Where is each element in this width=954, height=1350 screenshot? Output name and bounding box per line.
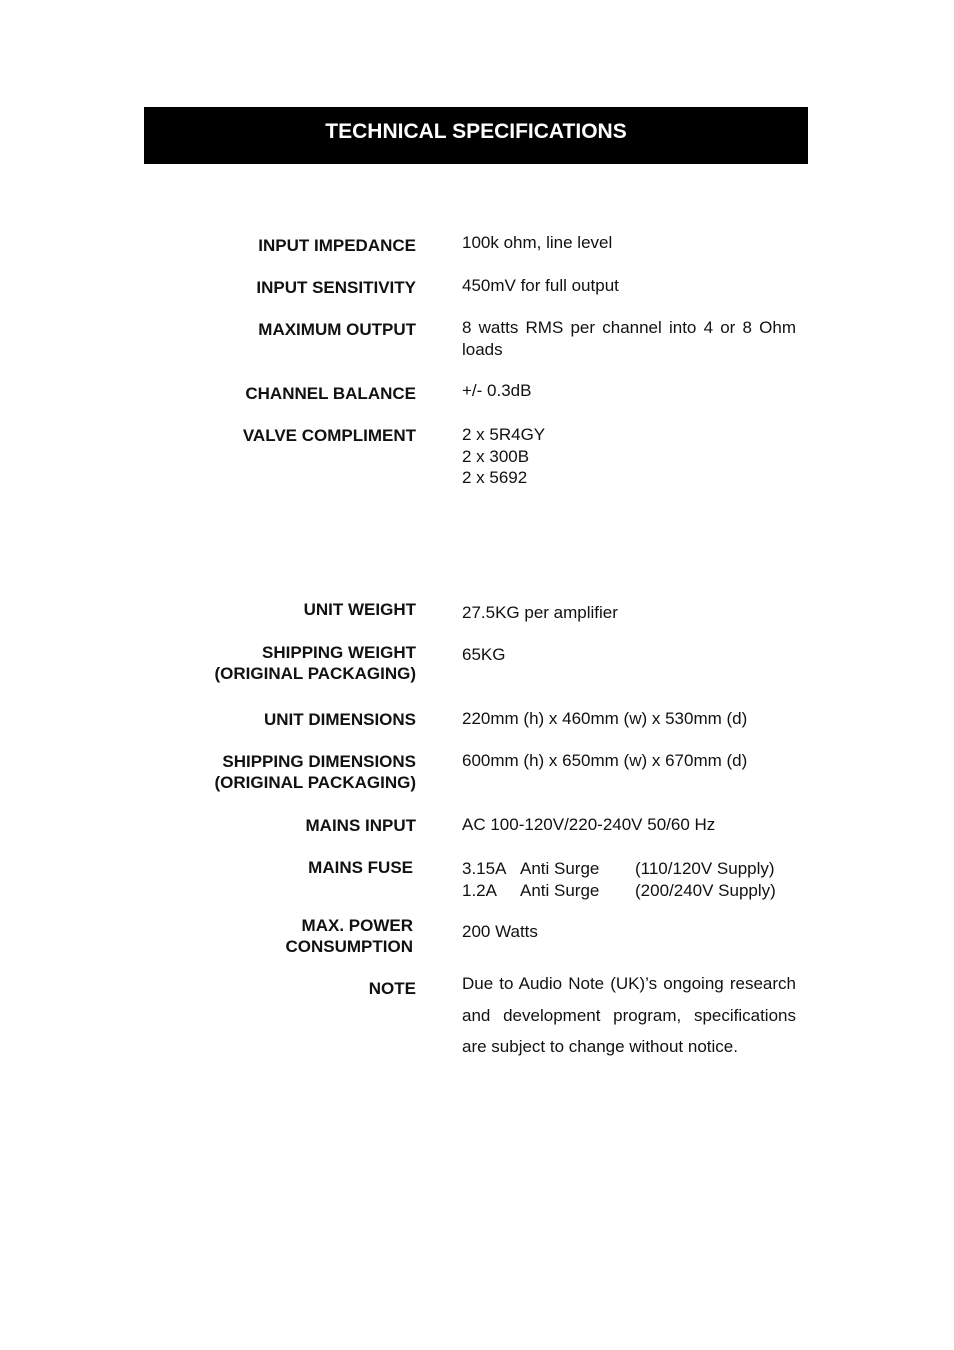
valve-compliment-label: VALVE COMPLIMENT xyxy=(242,426,416,445)
fuse-supply: (200/240V Supply) xyxy=(635,880,776,900)
maximum-output-label: MAXIMUM OUTPUT xyxy=(258,320,416,339)
input-sensitivity-label: INPUT SENSITIVITY xyxy=(256,278,416,297)
input-impedance-label: INPUT IMPEDANCE xyxy=(258,236,416,255)
fuse-row xyxy=(462,858,796,880)
maximum-output-value: 8 watts RMS per channel into 4 or 8 Ohm loads xyxy=(462,318,796,359)
fuse-rating: 1.2A xyxy=(462,880,497,900)
input-sensitivity-value: 450mV for full output xyxy=(462,276,619,295)
shipping-dimensions-label-line: (ORIGINAL PACKAGING) xyxy=(214,773,416,792)
shipping-dimensions-label-line: SHIPPING DIMENSIONS xyxy=(222,752,416,771)
shipping-dimensions-value: 600mm (h) x 650mm (w) x 670mm (d) xyxy=(462,751,748,770)
valve-item: 2 x 300B xyxy=(462,446,530,466)
max-power-label-line: MAX. POWER xyxy=(301,916,413,935)
max-power-value: 200 Watts xyxy=(462,922,538,941)
fuse-type: Anti Surge xyxy=(520,880,600,900)
shipping-dimensions-label xyxy=(215,751,416,793)
unit-weight-label: UNIT WEIGHT xyxy=(303,600,416,619)
shipping-weight-label-line: SHIPPING WEIGHT xyxy=(262,643,416,662)
unit-weight-value: 27.5KG per amplifier xyxy=(462,603,618,622)
fuse-rating: 3.15A xyxy=(462,859,507,878)
fuse-supply: (110/120V Supply) xyxy=(635,859,775,878)
max-power-label xyxy=(286,915,414,957)
valve-compliment-list xyxy=(462,424,796,489)
note-text: Due to Audio Note (UK)’s ongoing research and development program, specifications are subject to change without notice. xyxy=(462,974,796,1057)
mains-fuse-label: MAINS FUSE xyxy=(308,858,413,877)
mains-input-value: AC 100-120V/220-240V 50/60 Hz xyxy=(462,815,716,834)
unit-dimensions-value: 220mm (h) x 460mm (w) x 530mm (d) xyxy=(462,709,748,728)
note-label: NOTE xyxy=(368,979,416,998)
unit-dimensions-label: UNIT DIMENSIONS xyxy=(263,710,416,729)
page-title: TECHNICAL SPECIFICATIONS xyxy=(144,107,808,164)
valve-item: 2 x 5692 xyxy=(462,468,528,487)
channel-balance-value: +/- 0.3dB xyxy=(462,381,532,400)
fuse-row xyxy=(462,880,796,902)
shipping-weight-value: 65KG xyxy=(462,645,506,664)
input-impedance-value: 100k ohm, line level xyxy=(462,233,613,252)
fuse-type: Anti Surge xyxy=(520,859,600,878)
mains-input-label: MAINS INPUT xyxy=(305,816,416,835)
shipping-weight-label xyxy=(215,642,416,684)
mains-fuse-table xyxy=(462,858,796,901)
max-power-label-line: CONSUMPTION xyxy=(285,937,413,956)
shipping-weight-label-line: (ORIGINAL PACKAGING) xyxy=(214,664,416,683)
valve-item: 2 x 5R4GY xyxy=(462,425,546,444)
channel-balance-label: CHANNEL BALANCE xyxy=(245,384,416,403)
